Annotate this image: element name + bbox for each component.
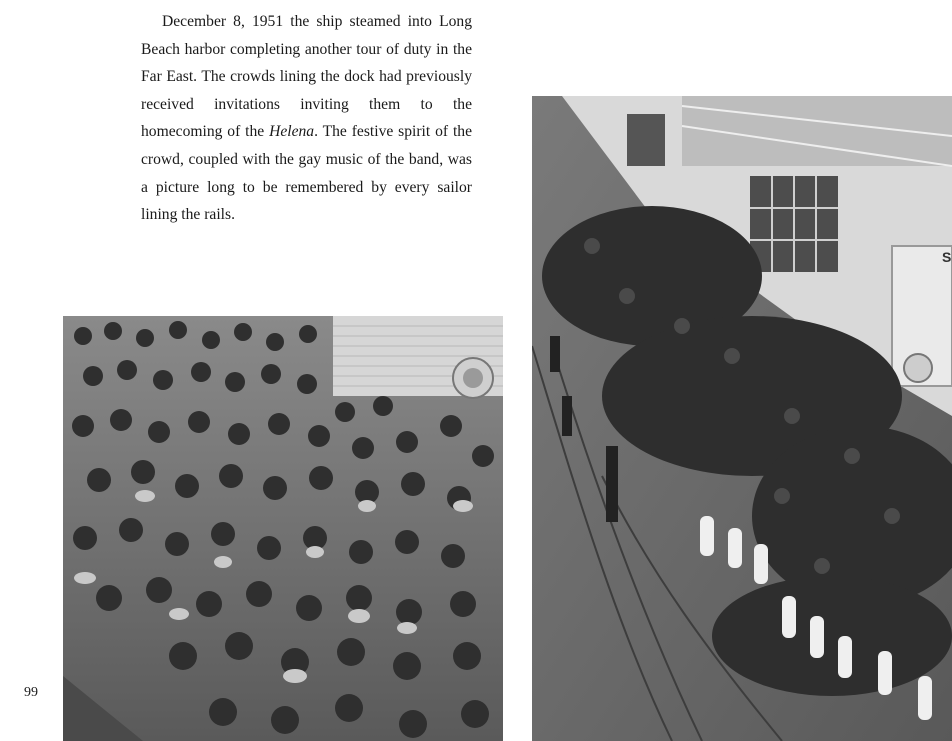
crowd-photo-close-up: [63, 316, 503, 741]
body-paragraph: [141, 8, 472, 229]
paragraph-text-end: . The festive spirit of the crowd, coupled with the gay music of the band, was a picture long to be remembered by every sailor lining the rails.: [141, 123, 472, 224]
crowd-photo-close-up-image: [63, 316, 503, 741]
ship-name: Helena: [269, 123, 315, 141]
paragraph-text-start: December 8, 1951 the ship steamed into Long Beach harbor completing another tour of duty in the Far East. The crowds lining the dock had previously received invitations inviting them to the homecoming of the: [141, 13, 472, 141]
building-sign: S: [942, 249, 952, 265]
page-number: 99: [24, 685, 38, 700]
crowd-photo-overhead: [532, 96, 952, 741]
crowd-photo-overhead-image: [532, 96, 952, 741]
